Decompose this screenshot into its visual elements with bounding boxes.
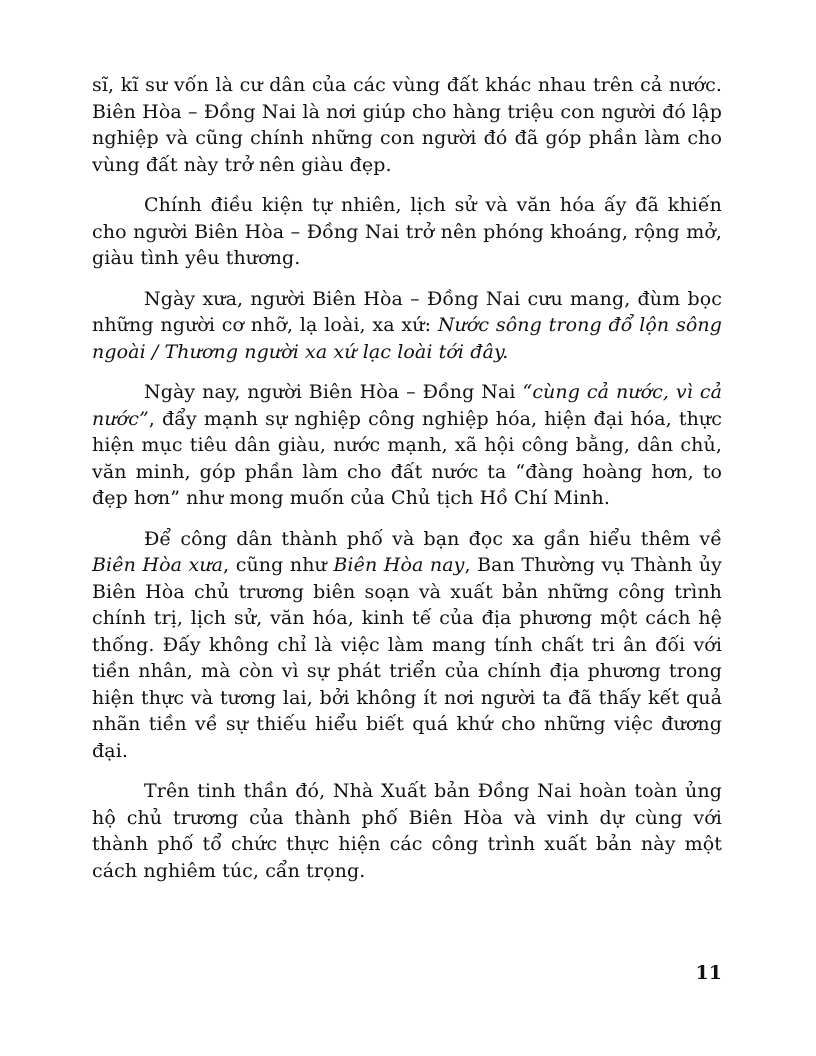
paragraph-6: Trên tinh thần đó, Nhà Xuất bản Đồng Nai hoàn toàn ủng hộ chủ trương của thành phố Biên Hòa và vinh dự cùng với thành phố tổ chức thực hiện các công trình xuất bản này một cách nghiêm túc, cẩn trọng. — [92, 780, 722, 882]
paragraph-5-text-b: , cũng như — [223, 554, 334, 576]
paragraph-4 — [92, 379, 722, 512]
paragraph-5 — [92, 526, 722, 765]
slogan-quote: “cùng cả nước, vì cả nước” — [92, 381, 722, 430]
paragraph-3-text: Ngày xưa, người Biên Hòa – Đồng Nai cưu mang, đùm bọc những người cơ nhỡ, lạ loài, xa xứ: — [92, 287, 722, 336]
paragraph-3 — [92, 286, 722, 366]
paragraph-1: sĩ, kĩ sư vốn là cư dân của các vùng đất khác nhau trên cả nước. Biên Hòa – Đồng Nai là nơi giúp cho hàng triệu con người đó lập nghiệp và cũng chính những con người đó đã góp phần làm cho vùng đất này trở nên giàu đẹp. — [92, 74, 722, 176]
paragraph-4-text-a: Ngày nay, người Biên Hòa – Đồng Nai — [144, 381, 523, 403]
paragraph-2: Chính điều kiện tự nhiên, lịch sử và văn hóa ấy đã khiến cho người Biên Hòa – Đồng Nai trở nên phóng khoáng, rộng mở, giàu tình yêu thương. — [92, 194, 722, 269]
paragraph-5-text-c: , Ban Thường vụ Thành ủy Biên Hòa chủ trương biên soạn và xuất bản những công trình chính trị, lịch sử, văn hóa, kinh tế của địa phương một cách hệ thống. Đấy không chỉ là việc làm mang tính chất tri ân đối với tiền nhân, mà còn vì sự phát triển của chính địa phương trong hiện thực và tương lai, bởi không ít nơi người ta đã thấy kết quả nhãn tiền về sự thiếu hiểu biết quá khứ cho những việc đương đại. — [92, 554, 723, 762]
page-number: 11 — [695, 962, 722, 984]
folk-verse-quote: Nước sông trong đổ lộn sông ngoài / Thương người xa xứ lạc loài tới đây. — [92, 314, 722, 363]
book-title-bien-hoa-xua: Biên Hòa xưa — [92, 554, 224, 576]
page-body — [92, 72, 722, 898]
paragraph-5-text-a: Để công dân thành phố và bạn đọc xa gần hiểu thêm về — [144, 527, 722, 550]
book-title-bien-hoa-nay: Biên Hòa nay — [333, 554, 465, 576]
paragraph-4-text-b: , đẩy mạnh sự nghiệp công nghiệp hóa, hiện đại hóa, thực hiện mục tiêu dân giàu, nước mạnh, xã hội công bằng, dân chủ, văn minh, góp phần làm cho đất nước ta “đàng hoàng hơn, to đẹp hơn” như mong muốn của Chủ tịch Hồ Chí Minh. — [92, 407, 722, 509]
